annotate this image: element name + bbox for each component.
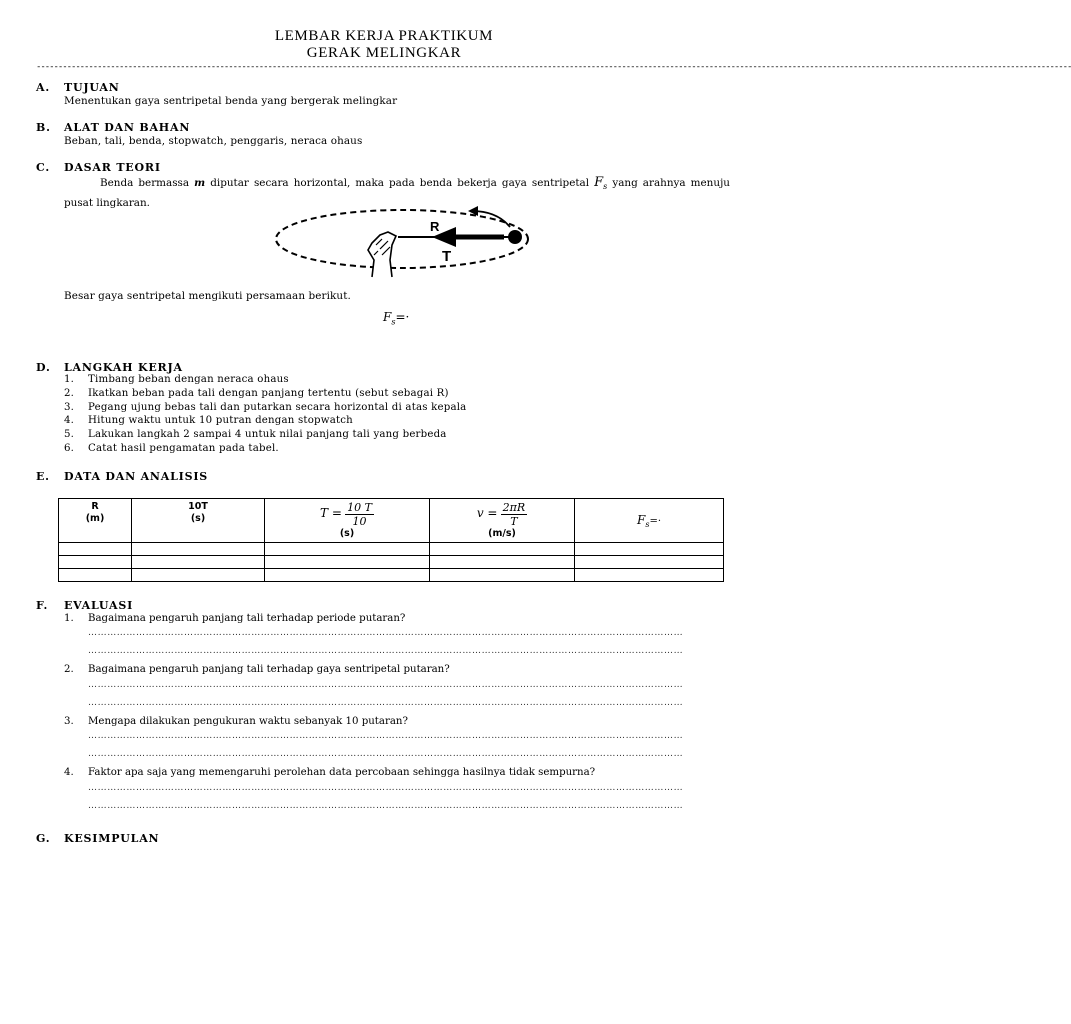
- table-cell[interactable]: [132, 543, 265, 556]
- section-title: KESIMPULAN: [64, 832, 160, 845]
- table-cell[interactable]: [430, 569, 575, 582]
- table-cell[interactable]: [430, 556, 575, 569]
- theory-text-1: Benda bermassa: [100, 177, 195, 189]
- answer-line[interactable]: ……………………………………………………………………………………………………………………………………………………………………: [88, 698, 684, 708]
- theory-text-2: diputar secara horizontal, maka pada benda bekerja gaya sentripetal: [205, 177, 595, 189]
- step-text: Timbang beban dengan neraca ohaus: [88, 374, 289, 385]
- step-number: 1.: [64, 374, 75, 385]
- step-number: 2.: [64, 387, 75, 399]
- question-text: Mengapa dilakukan pengukuran waktu sebanyak 10 putaran?: [88, 716, 408, 727]
- list-item: [64, 388, 466, 402]
- step-text: Catat hasil pengamatan pada tabel.: [88, 442, 279, 454]
- header-unit: (m): [85, 513, 105, 524]
- header-force: [575, 499, 724, 543]
- table-cell[interactable]: [132, 569, 265, 582]
- answer-line[interactable]: ……………………………………………………………………………………………………………………………………………………………………: [88, 680, 684, 690]
- force-f: F: [637, 512, 646, 527]
- circular-motion-diagram: [272, 205, 532, 277]
- page-title: LEMBAR KERJA PRAKTIKUM: [274, 28, 494, 44]
- answer-line[interactable]: ……………………………………………………………………………………………………………………………………………………………………: [88, 646, 684, 656]
- section-letter: G.: [36, 832, 51, 845]
- tension-label: T: [442, 248, 452, 265]
- question-text: Bagaimana pengaruh panjang tali terhadap periode putaran?: [88, 613, 406, 624]
- question-1: [64, 613, 405, 624]
- question-number: 3.: [64, 716, 74, 727]
- period-denominator: 10: [352, 515, 367, 528]
- section-title: ALAT DAN BAHAN: [64, 121, 191, 134]
- section-b-heading: [36, 121, 190, 134]
- question-number: 1.: [64, 613, 74, 624]
- question-2: [64, 664, 450, 675]
- answer-line[interactable]: ……………………………………………………………………………………………………………………………………………………………………: [88, 749, 684, 759]
- period-numerator: 10 T: [347, 501, 372, 514]
- period-lhs: T =: [320, 506, 342, 520]
- section-letter: A.: [36, 81, 50, 94]
- centripetal-formula: [383, 310, 409, 326]
- step-text: Lakukan langkah 2 sampai 4 untuk nilai panjang tali yang berbeda: [88, 429, 447, 441]
- answer-line[interactable]: ……………………………………………………………………………………………………………………………………………………………………: [88, 628, 684, 638]
- step-number: 5.: [64, 429, 75, 441]
- header-unit: (s): [339, 528, 355, 539]
- list-item: [64, 402, 466, 416]
- header-radius: [59, 499, 132, 543]
- question-text: Faktor apa saja yang memengaruhi perolehan data percobaan sehingga hasilnya tidak sempurna?: [88, 767, 596, 778]
- question-number: 2.: [64, 664, 74, 675]
- section-title: EVALUASI: [64, 599, 134, 612]
- step-number: 3.: [64, 401, 75, 413]
- section-letter: B.: [36, 121, 51, 134]
- list-item: [64, 429, 466, 443]
- velocity-lhs: v =: [476, 506, 498, 520]
- mass-symbol: m: [194, 177, 206, 189]
- table-cell[interactable]: [265, 556, 430, 569]
- section-title: TUJUAN: [64, 81, 120, 94]
- header-text: R: [91, 501, 99, 512]
- answer-line[interactable]: ……………………………………………………………………………………………………………………………………………………………………: [88, 731, 684, 741]
- table-cell[interactable]: [132, 556, 265, 569]
- header-velocity: [430, 499, 575, 543]
- velocity-denominator: T: [510, 515, 518, 528]
- step-number: 6.: [64, 442, 75, 454]
- section-title: LANGKAH KERJA: [64, 361, 183, 374]
- radius-label: R: [430, 219, 440, 234]
- section-d-heading: [36, 361, 183, 374]
- section-f-heading: [36, 599, 133, 612]
- table-cell[interactable]: [265, 569, 430, 582]
- section-title: DASAR TEORI: [64, 161, 161, 174]
- section-e-heading: [36, 470, 208, 483]
- section-b-text: Beban, tali, benda, stopwatch, penggaris, neraca ohaus: [64, 135, 363, 147]
- section-letter: C.: [36, 161, 50, 174]
- step-text: Ikatkan beban pada tali dengan panjang tertentu (sebut sebagai R): [88, 387, 449, 399]
- formula-rest: =·: [395, 310, 410, 324]
- header-ten-periods: [132, 499, 265, 543]
- section-letter: D.: [36, 361, 51, 374]
- header-period: [265, 499, 430, 543]
- table-cell[interactable]: [265, 543, 430, 556]
- force-sub: s: [645, 519, 650, 529]
- step-text: Pegang ujung bebas tali dan putarkan secara horizontal di atas kepala: [88, 401, 467, 413]
- table-cell[interactable]: [430, 543, 575, 556]
- section-c-heading: [36, 161, 161, 174]
- table-row: [59, 569, 724, 582]
- answer-line[interactable]: ……………………………………………………………………………………………………………………………………………………………………: [88, 801, 684, 811]
- answer-line[interactable]: ……………………………………………………………………………………………………………………………………………………………………: [88, 783, 684, 793]
- section-a-text: Menentukan gaya sentripetal benda yang bergerak melingkar: [64, 95, 398, 107]
- table-cell[interactable]: [59, 556, 132, 569]
- force-subscript: s: [603, 182, 608, 192]
- table-cell[interactable]: [575, 543, 724, 556]
- section-g-heading: [36, 832, 159, 845]
- header-unit: (m/s): [488, 528, 516, 539]
- list-item: [64, 415, 466, 429]
- list-item: [64, 374, 466, 388]
- question-3: [64, 716, 408, 727]
- force-rest: =·: [649, 515, 661, 527]
- force-symbol: F: [594, 175, 604, 190]
- step-number: 4.: [64, 415, 75, 427]
- velocity-numerator: 2πR: [502, 501, 526, 514]
- question-4: [64, 767, 595, 778]
- section-a-heading: [36, 81, 120, 94]
- tension-arrow-shaft: [454, 235, 504, 240]
- table-row: [59, 543, 724, 556]
- data-table: [58, 498, 724, 582]
- page-subtitle: GERAK MELINGKAR: [306, 45, 462, 61]
- table-cell[interactable]: [575, 569, 724, 582]
- table-cell[interactable]: [59, 569, 132, 582]
- section-letter: F.: [36, 599, 49, 612]
- header-text: 10T: [188, 501, 208, 512]
- header-unit: (s): [190, 513, 206, 524]
- question-text: Bagaimana pengaruh panjang tali terhadap gaya sentripetal putaran?: [88, 664, 450, 675]
- table-cell[interactable]: [59, 543, 132, 556]
- table-header-row: [59, 499, 724, 543]
- formula-f: F: [383, 310, 392, 324]
- theory-text-3: yang arahnya menuju pusat lingkaran.: [64, 177, 730, 210]
- formula-intro: Besar gaya sentripetal mengikuti persamaan berikut.: [64, 290, 351, 302]
- step-text: Hitung waktu untuk 10 putran dengan stopwatch: [88, 415, 353, 427]
- table-row: [59, 556, 724, 569]
- steps-list: [64, 374, 466, 457]
- question-number: 4.: [64, 767, 74, 778]
- section-title: DATA DAN ANALISIS: [64, 470, 209, 483]
- table-cell[interactable]: [575, 556, 724, 569]
- section-letter: E.: [36, 470, 50, 483]
- list-item: [64, 443, 466, 457]
- divider-rule: ---------------------------------------------------------------------------------------------------------------------------------------------------------------------------------------------------------------------------------------------: [36, 62, 1071, 72]
- formula-sub: s: [391, 317, 396, 327]
